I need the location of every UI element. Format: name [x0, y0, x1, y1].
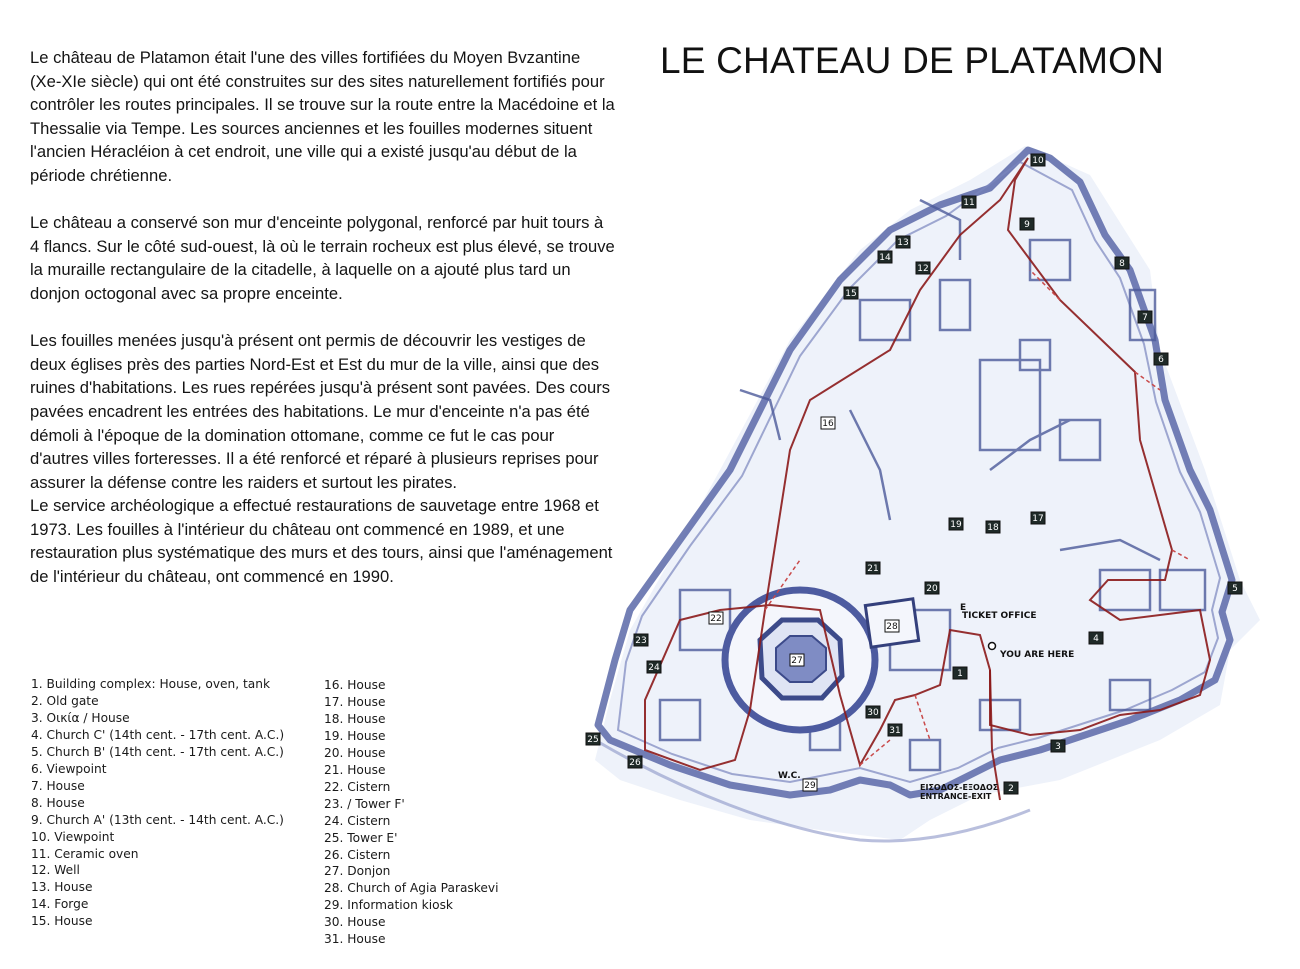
intro-paragraph-4: Le service archéologique a effectué restaurations de sauvetage entre 1968 et 1973. Les fouilles à l'intérieur du château ont commencé en 1989, et une restauration plus systématique des murs et des tours, ainsi que l'aménagement de l'intérieur du château, ont commencé en 1990.: [30, 496, 613, 587]
legend-item: 19. House: [324, 728, 386, 743]
castle-ground: [595, 146, 1260, 840]
map-number-label: 14: [879, 253, 891, 264]
legend-item: 30. House: [324, 915, 386, 930]
legend-item: 5. Church B' (14th cent. - 17th cent. A.C.): [31, 744, 284, 759]
legend-item: 2. Old gate: [31, 693, 99, 708]
legend-item: 7. House: [31, 778, 85, 793]
legend-item: 28. Church of Agia Paraskevi: [324, 881, 499, 896]
legend-item: 20. House: [324, 745, 386, 760]
legend-item: 1. Building complex: House, oven, tank: [31, 677, 271, 691]
map-number-label: 22: [710, 614, 722, 625]
map-number-label: 8: [1119, 259, 1125, 270]
legend-item: 15. House: [31, 914, 93, 929]
legend-item: 3. Οικία / House: [31, 710, 130, 725]
legend-list-right: [324, 677, 499, 948]
map-number-label: 26: [629, 758, 641, 769]
legend-item: 10. Viewpoint: [31, 829, 115, 844]
legend-item: 16. House: [324, 678, 386, 692]
legend-item: 9. Church A' (13th cent. - 14th cent. A.C.): [31, 812, 284, 827]
legend-item: 22. Cistern: [324, 779, 391, 794]
legend-item: 14. Forge: [31, 897, 89, 912]
legend-item: 23. / Tower F': [324, 796, 405, 811]
legend-item: 24. Cistern: [324, 813, 391, 828]
map-number-label: 3: [1055, 742, 1061, 753]
you-are-here-marker: [989, 643, 996, 650]
map-number-label: 12: [917, 264, 929, 275]
map-number-label: 23: [635, 636, 647, 647]
legend-item: 11. Ceramic oven: [31, 846, 139, 861]
legend-item: 17. House: [324, 694, 386, 709]
map-number-label: 29: [804, 781, 816, 792]
legend-item: 8. House: [31, 795, 85, 810]
legend-item: 21. House: [324, 762, 386, 777]
intro-text: [30, 46, 615, 589]
map-number-label: 17: [1032, 514, 1044, 525]
intro-paragraph-2: Le château a conservé son mur d'enceinte polygonal, renforcé par huit tours à 4 flancs. Sur le côté sud-ouest, là où le terrain rocheux est plus élevé, se trouve la muraille rectangulaire de la citadelle, à laquelle on a ajouté plus tard un donjon octogonal avec sa propre enceinte.: [30, 213, 615, 303]
legend-item: 6. Viewpoint: [31, 761, 107, 776]
wc-label: W.C.: [778, 771, 801, 781]
map-number-label: 20: [926, 584, 938, 595]
entrance-greek-label: ΕΙΣΟΔΟΣ-ΕΞΟΔΟΣ: [920, 783, 999, 792]
legend-item: 27. Donjon: [324, 864, 391, 879]
map-number-label: 9: [1024, 220, 1030, 231]
map-number-label: 18: [987, 523, 999, 534]
legend-item: 29. Information kiosk: [324, 898, 453, 913]
legend-item: 31. House: [324, 932, 386, 947]
legend-item: 13. House: [31, 880, 93, 895]
map-number-label: 28: [886, 622, 898, 633]
map-number-label: 7: [1142, 313, 1148, 324]
map-number-label: 21: [867, 564, 879, 575]
map-number-label: 11: [963, 198, 975, 209]
map-number-label: 2: [1008, 784, 1014, 795]
page-title: LE CHATEAU DE PLATAMON: [660, 40, 1164, 81]
entrance-english-label: ENTRANCE-EXIT: [920, 792, 992, 801]
map-number-label: 15: [845, 289, 857, 300]
map-number-label: 30: [867, 708, 879, 719]
legend-item: 26. Cistern: [324, 847, 391, 862]
castle-map: [560, 140, 1300, 969]
legend-list-left: [31, 676, 284, 930]
map-number-label: 10: [1032, 156, 1044, 167]
legend-item: 12. Well: [31, 863, 80, 878]
legend-item: 25. Tower E': [324, 830, 398, 845]
legend-item: 4. Church C' (14th cent. - 17th cent. A.C.): [31, 727, 285, 742]
map-number-label: 1: [957, 669, 963, 680]
you-are-here-label: YOU ARE HERE: [1000, 650, 1075, 660]
intro-paragraph-1: Le château de Platamon était l'une des villes fortifiées du Moyen Bvzantine (Xe-XIe siècle) qui ont été construites sur des sites naturellement fortifiés pour contrôler les routes principales. Il se trouve sur la route entre la Macédoine et la Thessalie via Tempe. Les sources anciennes et les fouilles modernes situent l'ancien Héracléion à cet endroit, une ville qui a existé jusqu'au début de la période chrétienne.: [30, 48, 615, 185]
intro-paragraph-3: Les fouilles menées jusqu'à présent ont permis de découvrir les vestiges de deux églises près des parties Nord-Est et Est du mur de la ville, ainsi que des ruines d'habitations. Les rues repérées jusqu'à présent sont pavées. Des cours pavées encadrent les entrées des habitations. Le mur d'enceinte n'a pas été démoli à l'époque de la domination ottomane, comme ce fut le cas pour d'autres villes forteresses. Il a été renforcé et réparé à plusieurs reprises pour assurer la défense contre les raiders et surtout les pirates.: [30, 331, 611, 492]
map-number-label: 31: [889, 726, 901, 737]
map-number-label: 19: [950, 520, 962, 531]
ticket-marker: E: [960, 603, 967, 613]
map-number-label: 16: [822, 419, 834, 430]
map-number-label: 5: [1232, 584, 1238, 595]
map-number-label: 4: [1093, 634, 1099, 645]
legend-item: 18. House: [324, 711, 386, 726]
map-number-label: 13: [897, 238, 909, 249]
map-number-label: 25: [587, 735, 599, 746]
ticket-office-label: TICKET OFFICE: [962, 611, 1037, 621]
map-number-label: 24: [648, 663, 660, 674]
map-number-label: 27: [791, 656, 803, 667]
map-number-label: 6: [1158, 355, 1164, 366]
